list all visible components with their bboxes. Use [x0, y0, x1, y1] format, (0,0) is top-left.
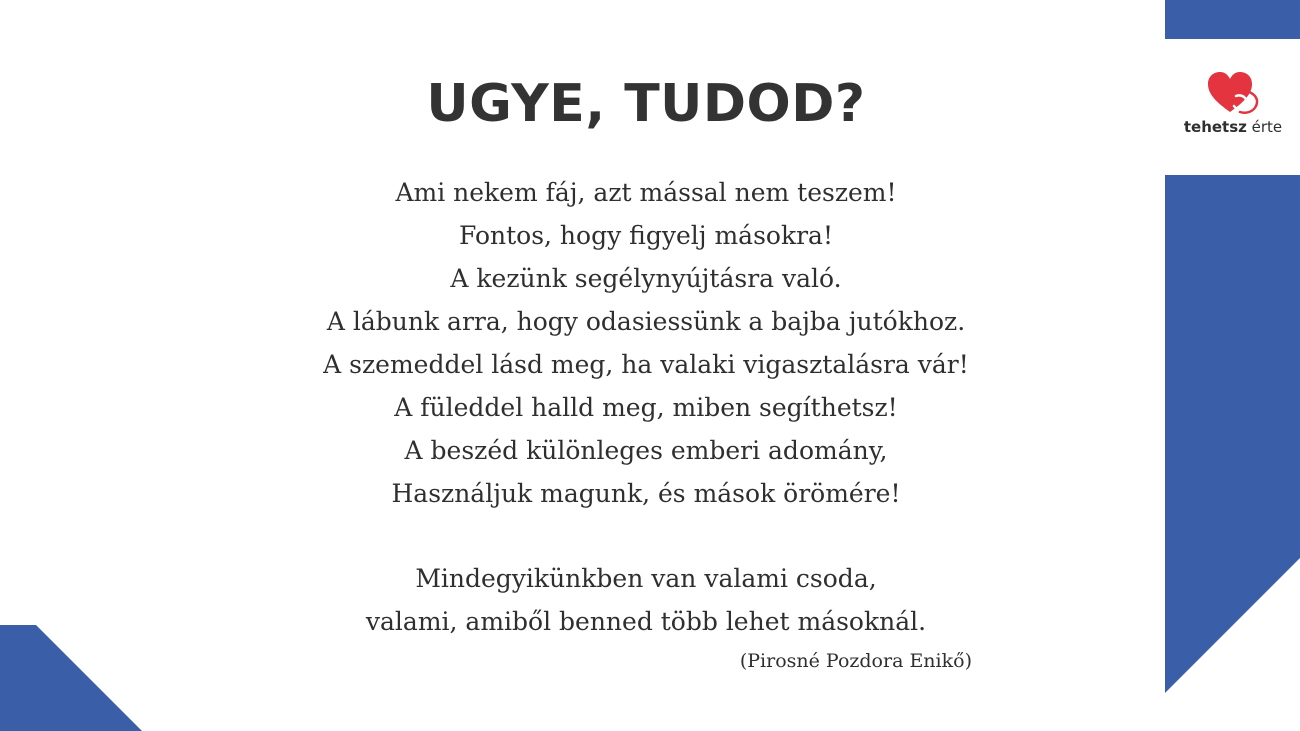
poem-stanza-2: [0, 557, 1292, 643]
blue-corner-bar: [1165, 0, 1300, 39]
poem-line: A füleddel halld meg, miben segíthetsz!: [394, 393, 898, 422]
logo-text: [1172, 118, 1294, 136]
poem-line: A szemeddel lásd meg, ha valaki vigasztalásra vár!: [323, 350, 969, 379]
poem-line: A kezünk segélynyújtásra való.: [450, 264, 842, 293]
poem-line: Használjuk magunk, és mások örömére!: [391, 479, 901, 508]
logo-text-light: érte: [1246, 118, 1283, 136]
poem-line: Fontos, hogy figyelj másokra!: [458, 221, 833, 250]
heart-icon: [1206, 70, 1262, 116]
poem-line: Mindegyikünkben van valami csoda,: [415, 564, 877, 593]
poem-author: (Pirosné Pozdora Enikő): [739, 650, 972, 672]
poem-line: A beszéd különleges emberi adomány,: [404, 436, 888, 465]
page-title: UGYE, TUDOD?: [426, 74, 866, 134]
poem-line: Ami nekem fáj, azt mással nem teszem!: [395, 178, 897, 207]
poem-line: valami, amiből benned több lehet másoknál.: [365, 607, 927, 636]
logo-text-bold: tehetsz: [1183, 118, 1247, 136]
poem-line: A lábunk arra, hogy odasiessünk a bajba jutókhoz.: [326, 307, 966, 336]
tehetsz-erte-logo[interactable]: [1172, 70, 1294, 142]
poem-stanza-1: [0, 171, 1292, 515]
poem: [0, 171, 1292, 643]
